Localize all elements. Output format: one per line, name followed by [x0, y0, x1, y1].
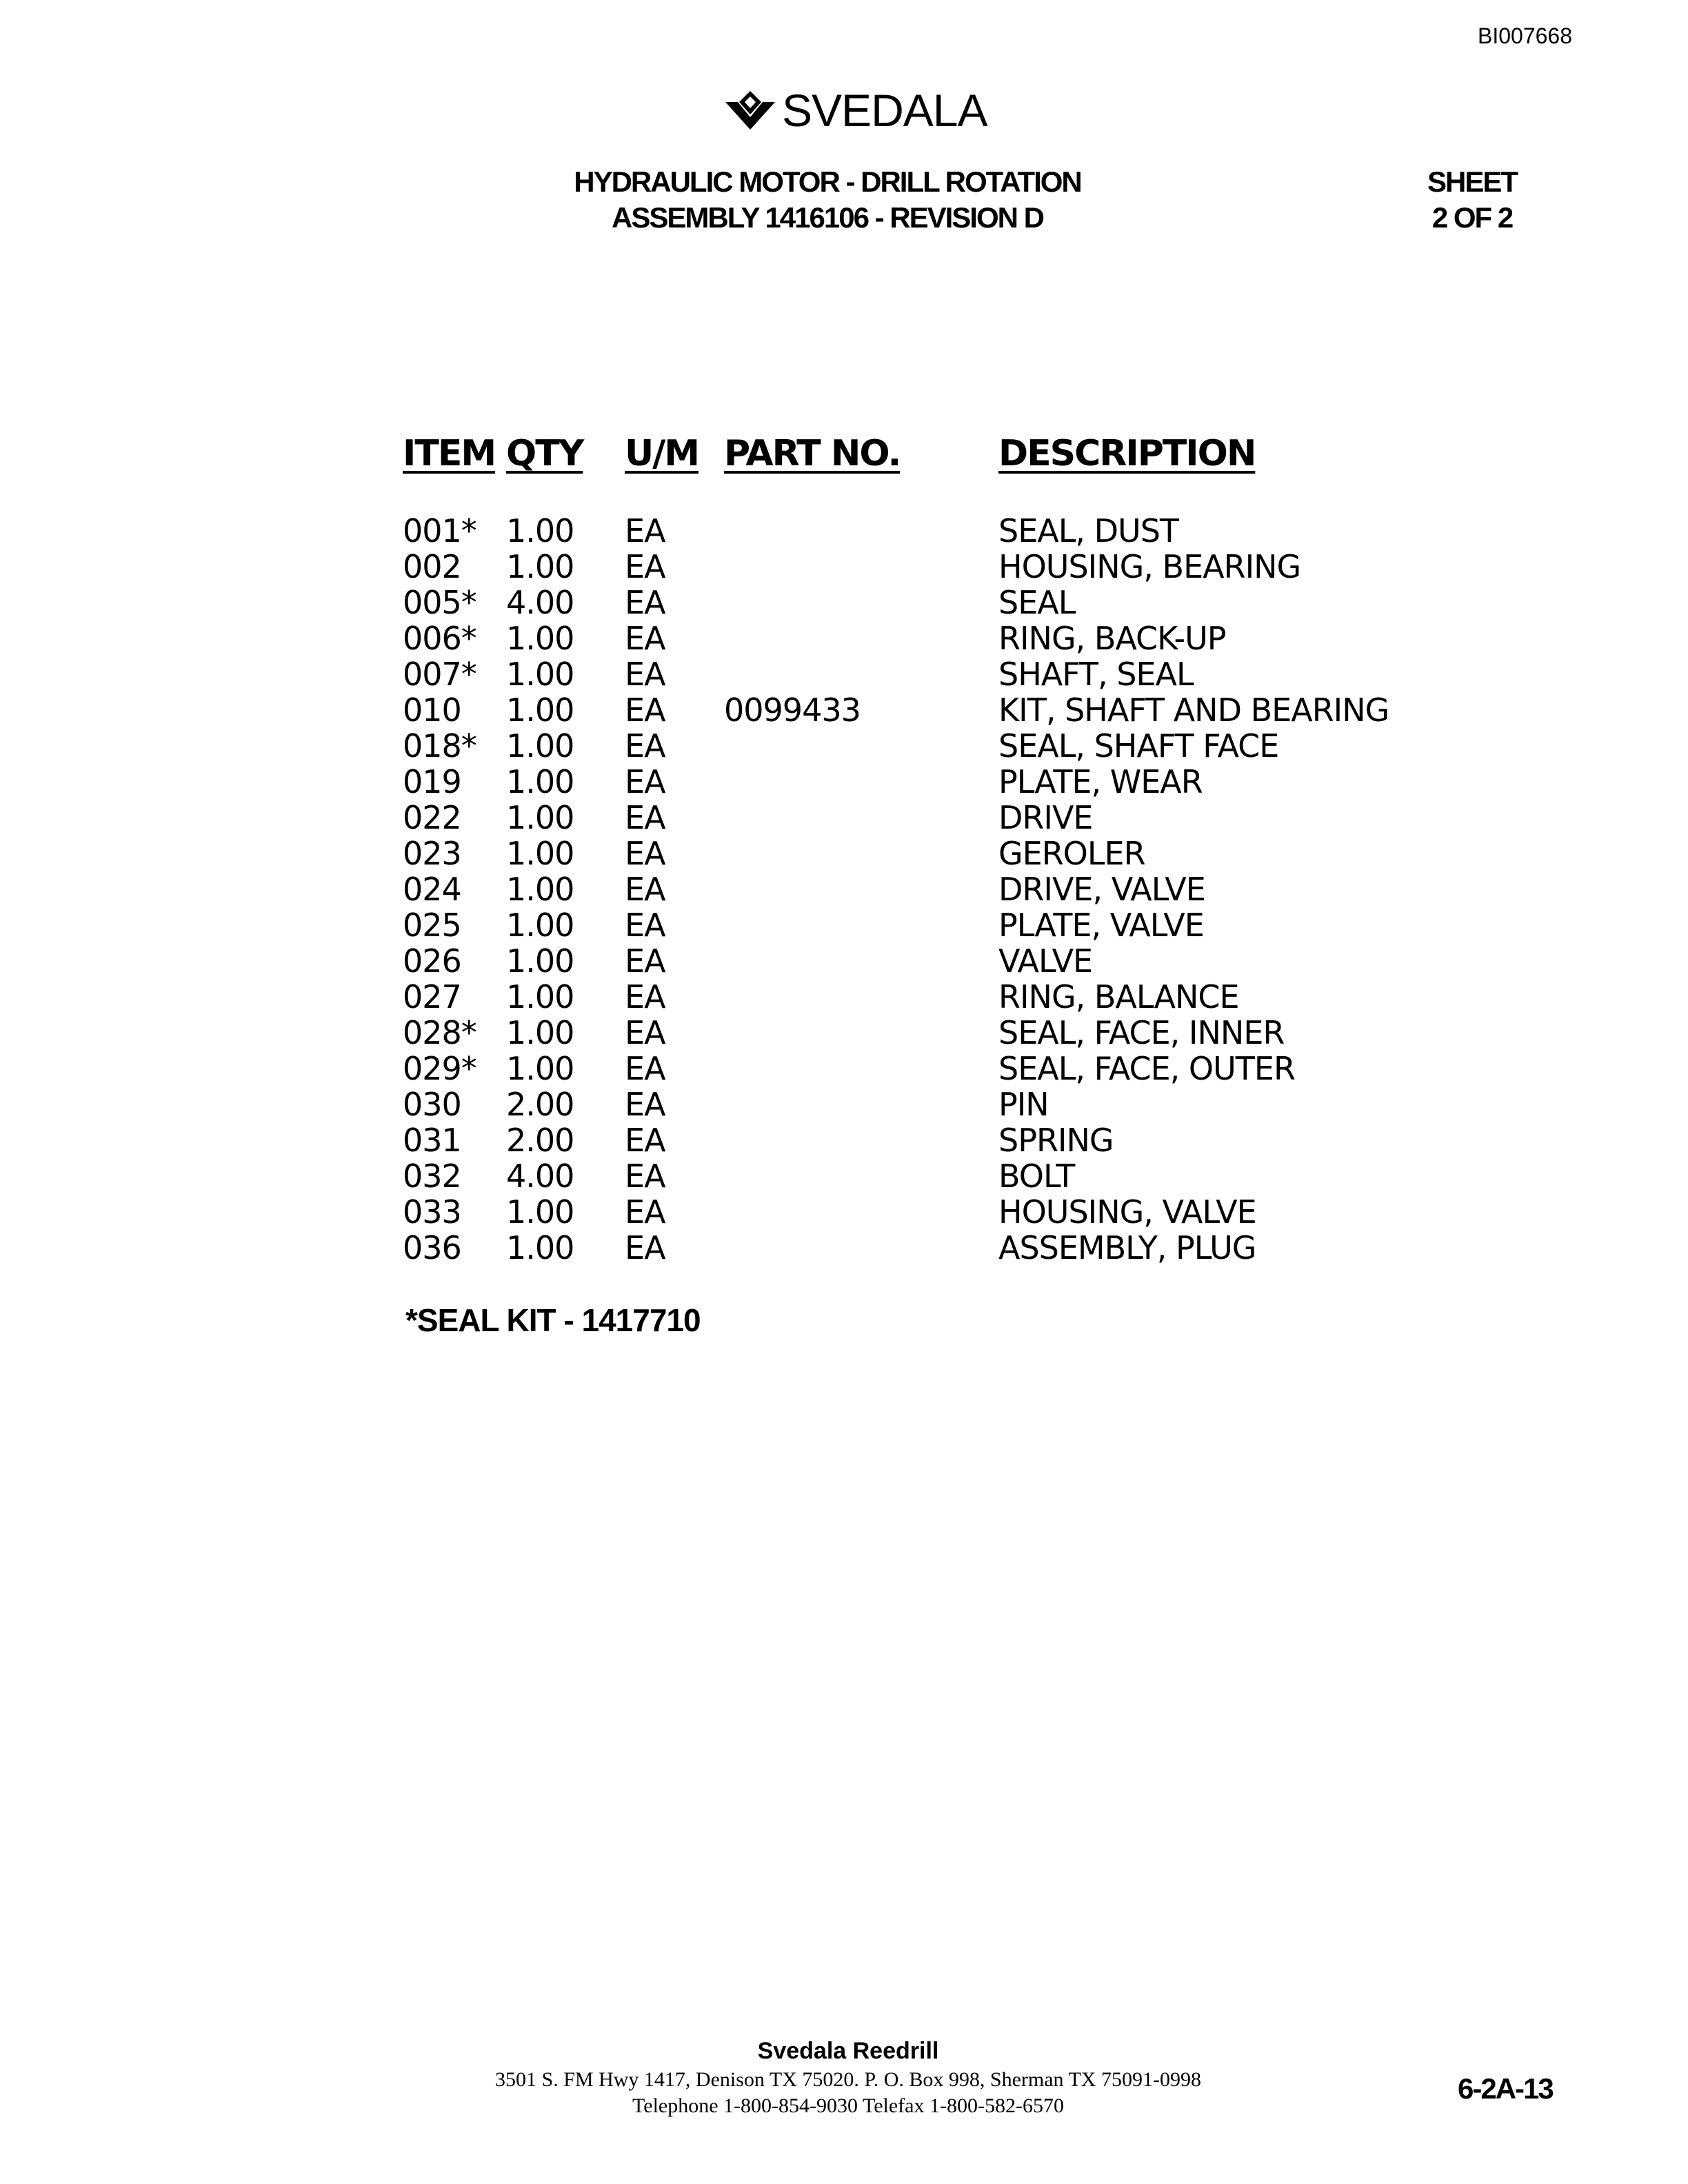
unit-of-measure: EA: [625, 1229, 665, 1266]
item-number: 033: [403, 1193, 461, 1231]
quantity: 1.00: [506, 942, 574, 980]
description: PLATE, WEAR: [998, 763, 1203, 800]
quantity: 4.00: [506, 1157, 574, 1195]
description: SPRING: [998, 1122, 1114, 1159]
unit-of-measure: EA: [625, 1014, 665, 1051]
unit-of-measure: EA: [625, 1157, 665, 1195]
unit-of-measure: EA: [625, 548, 665, 585]
unit-of-measure: EA: [625, 978, 665, 1015]
footer-contact: Telephone 1-800-854-9030 Telefax 1-800-582-6570: [632, 2094, 1064, 2117]
unit-of-measure: EA: [625, 584, 665, 621]
description: SEAL, FACE, INNER: [998, 1014, 1285, 1051]
item-number: 022: [403, 799, 461, 836]
item-number: 032: [403, 1157, 461, 1195]
item-number: 036: [403, 1229, 461, 1266]
description: GEROLER: [998, 835, 1145, 872]
description: BOLT: [998, 1157, 1075, 1195]
title-line-1: HYDRAULIC MOTOR - DRILL ROTATION: [574, 165, 1081, 198]
unit-of-measure: EA: [625, 799, 665, 836]
description: SEAL, SHAFT FACE: [998, 727, 1279, 765]
description: DRIVE: [998, 799, 1093, 836]
quantity: 1.00: [506, 1193, 574, 1231]
seal-kit-note: *SEAL KIT - 1417710: [405, 1302, 701, 1338]
header-qty: QTY: [506, 433, 583, 474]
item-number: 002: [403, 548, 461, 585]
quantity: 1.00: [506, 799, 574, 836]
item-number: 010: [403, 691, 461, 729]
unit-of-measure: EA: [625, 1193, 665, 1231]
item-number: 025: [403, 907, 461, 944]
item-number: 019: [403, 763, 461, 800]
description: SEAL, DUST: [998, 512, 1178, 549]
description: SEAL: [998, 584, 1076, 621]
quantity: 1.00: [506, 512, 574, 549]
header-item: ITEM: [403, 433, 496, 474]
unit-of-measure: EA: [625, 1086, 665, 1123]
header-um: U/M: [625, 433, 699, 474]
document-id: BI007668: [1477, 23, 1572, 48]
item-number: 030: [403, 1086, 461, 1123]
quantity: 1.00: [506, 1050, 574, 1087]
quantity: 2.00: [506, 1086, 574, 1123]
unit-of-measure: EA: [625, 620, 665, 657]
header-part-no: PART NO.: [724, 433, 901, 474]
description: DRIVE, VALVE: [998, 871, 1205, 908]
unit-of-measure: EA: [625, 656, 665, 693]
quantity: 1.00: [506, 1229, 574, 1266]
svedala-diamond-logo-icon: [724, 90, 778, 131]
quantity: 4.00: [506, 584, 574, 621]
footer: [400, 2035, 1296, 2119]
svedala-logo: [724, 81, 987, 139]
unit-of-measure: EA: [625, 1122, 665, 1159]
quantity: 1.00: [506, 978, 574, 1015]
unit-of-measure: EA: [625, 1050, 665, 1087]
unit-of-measure: EA: [625, 512, 665, 549]
description: HOUSING, BEARING: [998, 548, 1301, 585]
item-number: 027: [403, 978, 461, 1015]
item-number: 028*: [403, 1014, 476, 1051]
logo-text: SVEDALA: [782, 85, 987, 136]
quantity: 1.00: [506, 871, 574, 908]
page-reference: 6-2A-13: [1458, 2072, 1553, 2105]
unit-of-measure: EA: [625, 942, 665, 980]
item-number: 018*: [403, 727, 476, 765]
sheet-number: [1427, 164, 1517, 236]
sheet-label: SHEET: [1427, 165, 1518, 198]
quantity: 1.00: [506, 691, 574, 729]
unit-of-measure: EA: [625, 835, 665, 872]
item-number: 005*: [403, 584, 476, 621]
description: PLATE, VALVE: [998, 907, 1204, 944]
part-number: 0099433: [724, 691, 861, 729]
quantity: 1.00: [506, 620, 574, 657]
quantity: 1.00: [506, 763, 574, 800]
quantity: 1.00: [506, 727, 574, 765]
description: SEAL, FACE, OUTER: [998, 1050, 1295, 1087]
quantity: 1.00: [506, 656, 574, 693]
quantity: 1.00: [506, 548, 574, 585]
unit-of-measure: EA: [625, 871, 665, 908]
document-title: [483, 164, 1172, 236]
footer-company: Svedala Reedrill: [757, 2038, 939, 2064]
unit-of-measure: EA: [625, 691, 665, 729]
item-number: 029*: [403, 1050, 476, 1087]
description: RING, BALANCE: [998, 978, 1239, 1015]
description: PIN: [998, 1086, 1049, 1123]
description: VALVE: [998, 942, 1093, 980]
item-number: 026: [403, 942, 461, 980]
sheet-value: 2 OF 2: [1431, 201, 1513, 234]
item-number: 031: [403, 1122, 461, 1159]
unit-of-measure: EA: [625, 727, 665, 765]
title-line-2: ASSEMBLY 1416106 - REVISION D: [612, 201, 1043, 234]
item-number: 001*: [403, 512, 476, 549]
header-description: DESCRIPTION: [998, 433, 1256, 474]
quantity: 1.00: [506, 835, 574, 872]
item-number: 007*: [403, 656, 476, 693]
quantity: 1.00: [506, 907, 574, 944]
item-number: 023: [403, 835, 461, 872]
footer-address: 3501 S. FM Hwy 1417, Denison TX 75020. P. O. Box 998, Sherman TX 75091-0998: [495, 2068, 1201, 2091]
description: SHAFT, SEAL: [998, 656, 1194, 693]
unit-of-measure: EA: [625, 763, 665, 800]
quantity: 2.00: [506, 1122, 574, 1159]
quantity: 1.00: [506, 1014, 574, 1051]
description: KIT, SHAFT AND BEARING: [998, 691, 1389, 729]
description: HOUSING, VALVE: [998, 1193, 1256, 1231]
description: ASSEMBLY, PLUG: [998, 1229, 1256, 1266]
item-number: 024: [403, 871, 461, 908]
unit-of-measure: EA: [625, 907, 665, 944]
description: RING, BACK-UP: [998, 620, 1226, 657]
item-number: 006*: [403, 620, 476, 657]
